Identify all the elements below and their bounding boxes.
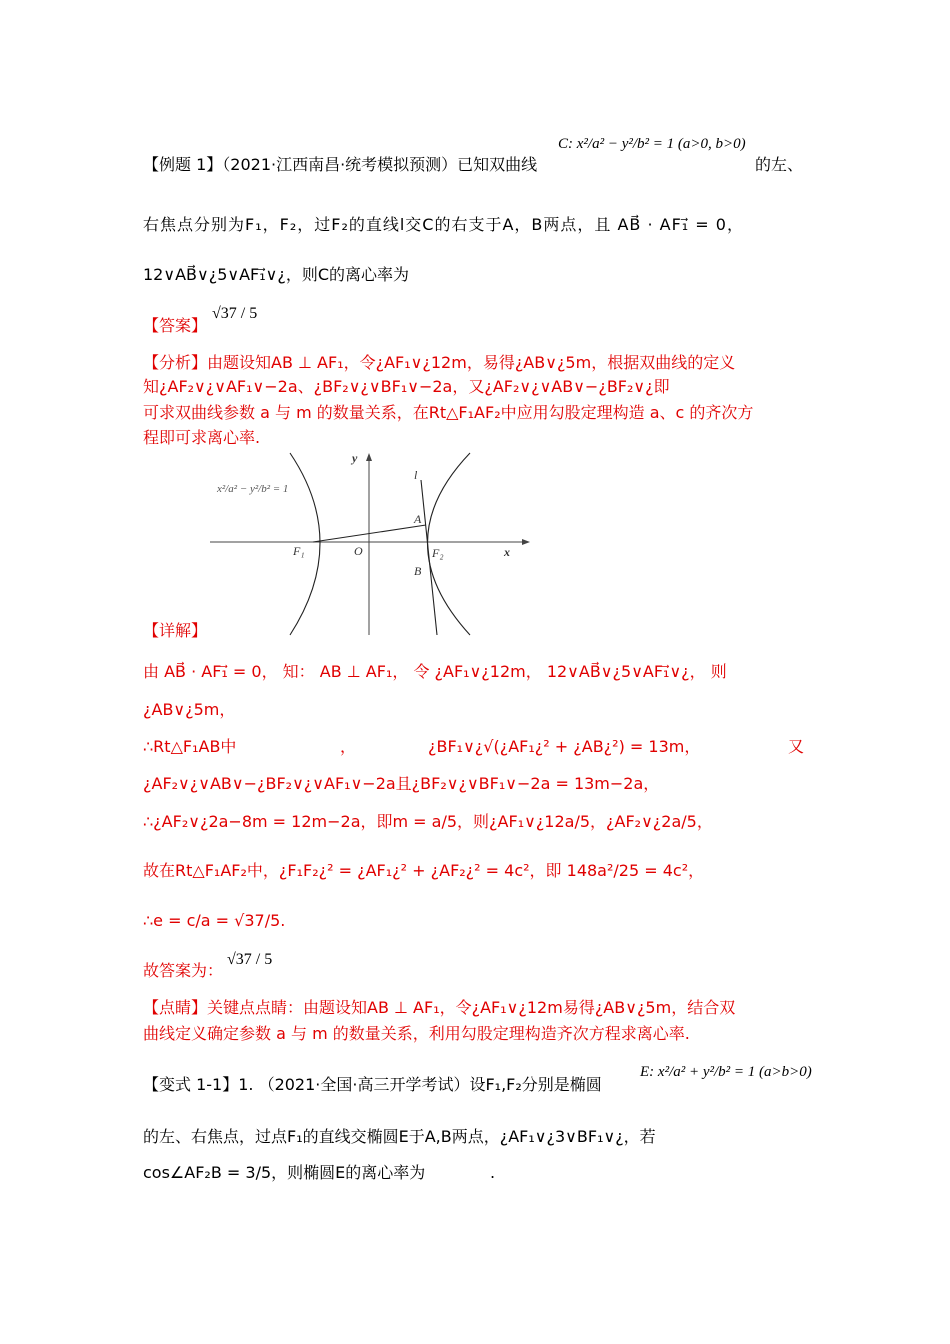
detail-line-4: ¿AF₂∨¿∨AB∨−¿BF₂∨¿∨AF₁∨−2a且¿BF₂∨¿∨BF₁∨−2a = 13m−2a，: [143, 774, 660, 793]
analysis-line-4: 程即可求离心率.: [143, 428, 261, 447]
variant-line-3: cos∠AF₂B = 3/5，则椭圆E的离心率为: [143, 1163, 426, 1182]
label-b: B: [414, 564, 422, 578]
detail-line-3d: 又: [788, 737, 805, 756]
hyperbola-figure: [205, 450, 540, 640]
answer-value: √37 / 5: [212, 305, 258, 322]
comment-text-1: 关键点点睛：由题设知AB ⊥ AF₁，令¿AF₁∨¿12m易得¿AB∨¿5m，结合双: [207, 998, 736, 1017]
answer-label: 【答案】: [143, 316, 208, 335]
label-f2: F₂: [432, 546, 444, 560]
ellipse-equation: [640, 1062, 812, 1081]
example-line2: 右焦点分别为F₁，F₂，过F₂的直线l交C的右支于A，B两点，且 AB⃗ · AF₁⃗ = 0，: [143, 215, 744, 234]
example-tail: 的左、: [755, 155, 804, 174]
label-x: x: [504, 545, 510, 559]
detail-line-3c: ¿BF₁∨¿√(¿AF₁¿² + ¿AB¿²) = 13m，: [428, 737, 701, 756]
detail-line-3a: ∴Rt△F₁AB中: [143, 737, 237, 756]
detail-line-5: ∴¿AF₂∨¿2a−8m = 12m−2a，即m = a/5，则¿AF₁∨¿12a/5，¿AF₂∨¿2a/5，: [143, 812, 713, 831]
analysis-text-1: 由题设知AB ⊥ AF₁，令¿AF₁∨¿12m，易得¿AB∨¿5m，根据双曲线的定义: [207, 353, 736, 372]
analysis-label: 【分析】: [143, 353, 208, 372]
example-source: （2021·江西南昌·统考模拟预测）已知双曲线: [222, 155, 538, 174]
x-axis-arrow: [522, 539, 530, 545]
comment-line-1: [143, 998, 735, 1018]
detail-line-2: ¿AB∨¿5m，: [143, 700, 236, 719]
label-y: y: [352, 451, 358, 465]
detail-label: 【详解】: [143, 621, 208, 640]
label-l: l: [414, 468, 418, 482]
variant-blank-end: .: [490, 1163, 496, 1182]
comment-line-2: 曲线定义确定参数 a 与 m 的数量关系，利用勾股定理构造齐次方程求离心率.: [143, 1024, 690, 1043]
example-tag: 【例题 1】: [143, 155, 223, 174]
comment-label: 【点睛】: [143, 998, 208, 1017]
y-axis-arrow: [366, 453, 372, 461]
label-a: A: [414, 512, 422, 526]
analysis-line-3: 可求双曲线参数 a 与 m 的数量关系，在Rt△F₁AF₂中应用勾股定理构造 a、c 的齐次方: [143, 403, 754, 422]
variant-line-1: 【变式 1-1】1. （2021·全国·高三开学考试）设F₁,F₂分别是椭圆: [143, 1075, 602, 1094]
hyperbola-equation-text: C: x²/a² − y²/b² = 1 (a>0, b>0): [558, 136, 746, 152]
final-answer-label: 故答案为：: [143, 961, 224, 980]
ellipse-equation-text: E: x²/a² + y²/b² = 1 (a>b>0): [640, 1064, 812, 1080]
detail-line-3b: ，: [340, 737, 357, 756]
label-f1: F₁: [293, 544, 305, 558]
analysis-line-1: [143, 353, 735, 373]
figure-formula: x²/a² − y²/b² = 1: [217, 483, 289, 495]
variant-line-2: 的左、右焦点，过点F₁的直线交椭圆E于A,B两点，¿AF₁∨¿3∨BF₁∨¿，若: [143, 1127, 656, 1146]
hyperbola-equation: [558, 134, 746, 153]
detail-line-6: 故在Rt△F₁AF₂中，¿F₁F₂¿² = ¿AF₁¿² + ¿AF₂¿² = 4c²，即 148a²/25 = 4c²，: [143, 861, 705, 880]
final-answer-value: √37 / 5: [227, 951, 273, 968]
example-heading-line: [143, 155, 537, 175]
detail-line-7: ∴e = c/a = √37/5.: [143, 911, 286, 930]
analysis-line-2: 知¿AF₂∨¿∨AF₁∨−2a、¿BF₂∨¿∨BF₁∨−2a，又¿AF₂∨¿∨AB∨−¿BF₂∨¿即: [143, 377, 670, 396]
label-o: O: [354, 544, 363, 558]
detail-line-1: 由 AB⃗ · AF₁⃗ = 0， 知： AB ⊥ AF₁， 令 ¿AF₁∨¿12m， 12∨AB⃗∨¿5∨AF₁⃗∨¿， 则: [143, 662, 727, 681]
example-line3: 12∨AB⃗∨¿5∨AF₁⃗∨¿，则C的离心率为: [143, 265, 410, 284]
